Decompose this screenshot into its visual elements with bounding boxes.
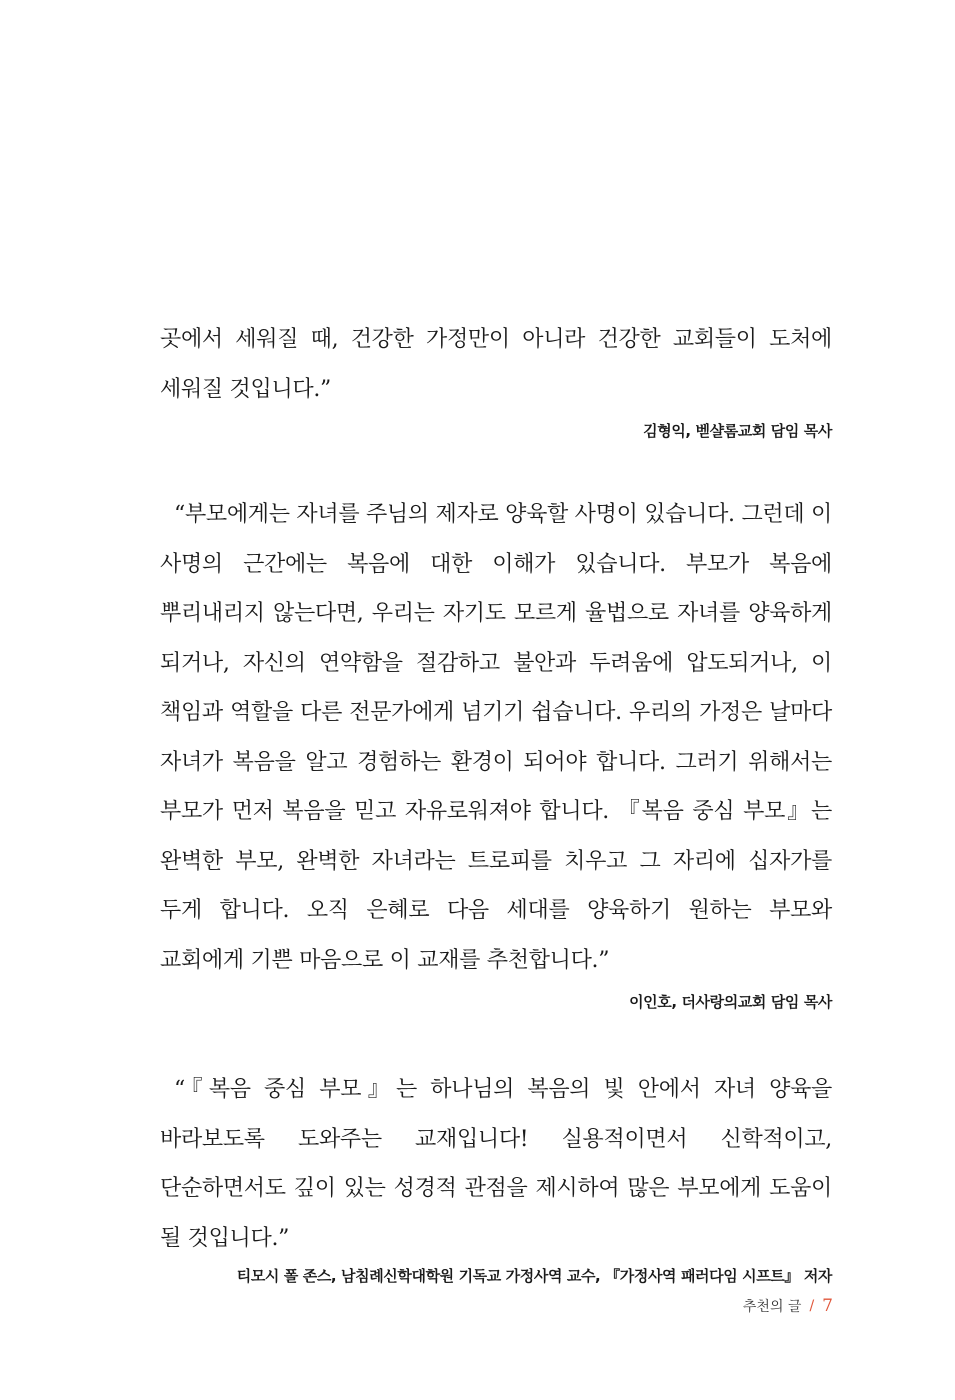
quote-1-text: 곳에서 세워질 때, 건강한 가정만이 아니라 건강한 교회들이 도처에 세워질 것입니다.”: [160, 327, 832, 402]
page-footer: [743, 1296, 833, 1316]
quote-3-text: “『복음 중심 부모』는 하나님의 복음의 빛 안에서 자녀 양육을 바라보도록 도와주는 교재입니다! 실용적이면서 신학적이고, 단순하면서도 깊이 있는 성경적 관점을 제시하여 많은 부모에게 도움이 될 것입니다.”: [160, 1077, 832, 1251]
page-number: 7: [822, 1296, 833, 1316]
quote-2-text: “부모에게는 자녀를 주님의 제자로 양육할 사명이 있습니다. 그런데 이 사명의 근간에는 복음에 대한 이해가 있습니다. 부모가 복음에 뿌리내리지 않는다면, 우리는 자기도 모르게 율법으로 자녀를 양육하게 되거나, 자신의 연약함을 절감하고 불안과 두려움에 압도되거나, 이 책임과 역할을 다른 전문가에게 넘기기 쉽습니다. 우리의 가정은 날마다 자녀가 복음을 알고 경험하는 환경이 되어야 합니다. 그러기 위해서는 부모가 먼저 복음을 믿고 자유로워져야 합니다. 『복음 중심 부모』는 완벽한 부모, 완벽한 자녀라는 트로피를 치우고 그 자리에 십자가를 두게 합니다. 오직 은혜로 다음 세대를 양육하기 원하는 부모와 교회에게 기쁜 마음으로 이 교재를 추천합니다.”: [160, 502, 832, 973]
footer-separator: /: [809, 1298, 815, 1314]
recommendation-content: [160, 315, 832, 1287]
quote-2-attribution: 이인호, 더사랑의교회 담임 목사: [629, 993, 832, 1011]
footer-section-title: 추천의 글: [742, 1299, 802, 1315]
quote-3-attribution: 티모시 폴 존스, 남침례신학대학원 기독교 가정사역 교수, 『가정사역 패러다임 시프트』 저자: [236, 1267, 832, 1285]
quote-1-attribution: 김형익, 벧샬롬교회 담임 목사: [643, 422, 832, 440]
